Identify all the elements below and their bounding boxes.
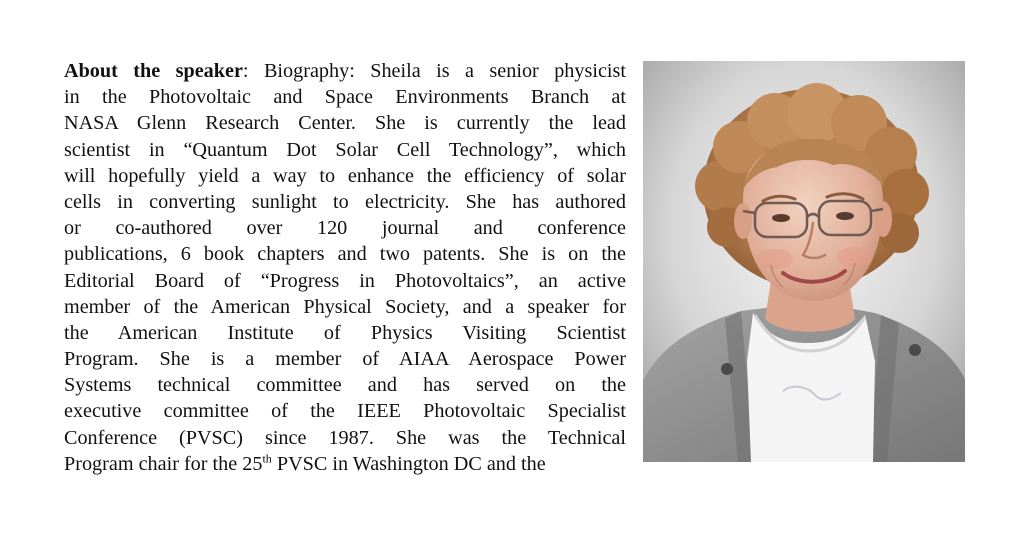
bio-line-text: PVSC in Washington DC and the	[271, 452, 546, 475]
speaker-photo-illustration	[643, 61, 965, 462]
bio-line: member of the American Physical Society, and a speaker for	[64, 295, 626, 318]
ordinal-suffix: th	[262, 451, 272, 466]
bio-line	[64, 451, 626, 477]
bio-line: executive committee of the IEEE Photovoltaic Specialist	[64, 400, 626, 423]
bio-line: will hopefully yield a way to enhance the efficiency of solar	[64, 164, 626, 187]
bio-line: or co-authored over 120 journal and conference	[64, 217, 626, 240]
bio-line: cells in converting sunlight to electricity. She has authored	[64, 190, 626, 213]
bio-line: scientist in “Quantum Dot Solar Cell Technology”, which	[64, 138, 626, 161]
sweater-button	[721, 363, 733, 375]
bio-line	[64, 58, 626, 84]
bio-line: Conference (PVSC) since 1987. She was the Technical	[64, 426, 626, 449]
bio-line-text: Program chair for the 25	[64, 452, 263, 475]
bio-line: Editorial Board of “Progress in Photovoltaics”, an active	[64, 269, 626, 292]
bio-line: Systems technical committee and has served on the	[64, 374, 626, 397]
speaker-photo	[643, 61, 965, 462]
sweater-button	[909, 344, 921, 356]
cheek	[757, 249, 793, 269]
ear	[734, 203, 752, 239]
speaker-biography	[64, 58, 626, 477]
bio-line: NASA Glenn Research Center. She is currently the lead	[64, 112, 626, 135]
eye	[772, 214, 790, 222]
bio-line: publications, 6 book chapters and two patents. She is on the	[64, 243, 626, 266]
bio-line-text: : Biography: Sheila is a senior physicist	[242, 60, 626, 82]
bio-line: Program. She is a member of AIAA Aerospace Power	[64, 348, 626, 371]
bio-line: in the Photovoltaic and Space Environments Branch at	[64, 86, 626, 109]
ear	[874, 201, 892, 237]
bio-line: the American Institute of Physics Visiting Scientist	[64, 321, 626, 344]
eye	[836, 212, 854, 220]
bio-heading: About the speaker	[64, 60, 243, 82]
